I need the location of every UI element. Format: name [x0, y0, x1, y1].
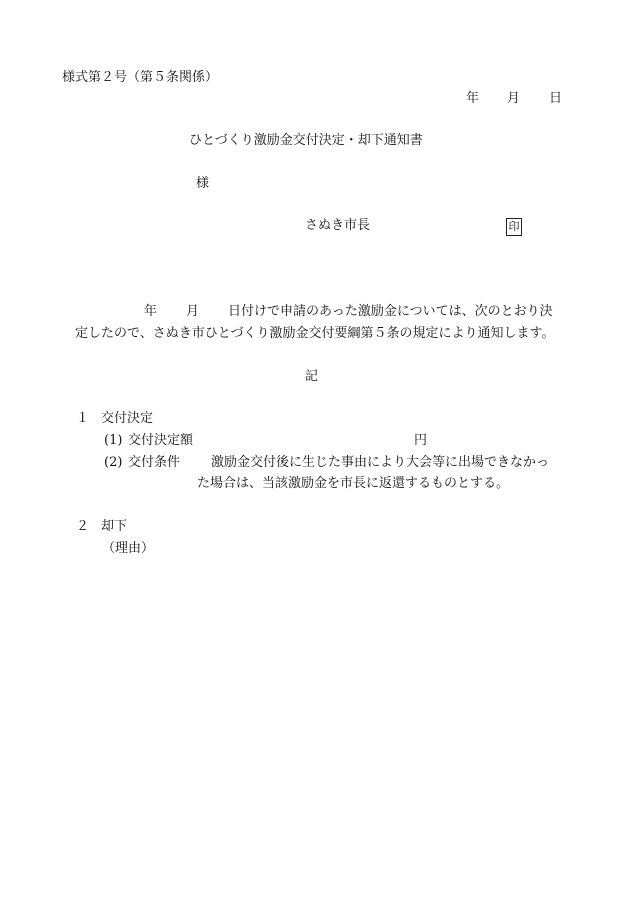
body-line2: 定したので、さぬき市ひとづくり激励金交付要綱第５条の規定により通知します。: [75, 326, 555, 341]
item1-value: 円: [414, 433, 428, 448]
item2-number: (2): [104, 455, 123, 470]
date-year: 年: [466, 91, 480, 106]
form-label: 様式第２号（第５条関係）: [62, 70, 219, 85]
item2-label: 交付条件: [128, 455, 181, 470]
body-line1: 日付けで申請のあった激励金については、次のとおり決: [228, 304, 553, 319]
item2-line2: た場合は、当該激励金を市長に返還するものとする。: [197, 476, 510, 491]
ki-marker: 記: [305, 369, 319, 384]
body-year: 年: [144, 304, 158, 319]
seal-mark: 印: [506, 218, 522, 236]
item1-number: (1): [104, 433, 123, 448]
section2-reason-label: （理由）: [102, 541, 155, 556]
section2-heading: 却下: [101, 519, 128, 534]
section2-number: ２: [76, 519, 90, 534]
issuer: さぬき市長: [305, 218, 371, 233]
date-month: 月: [507, 91, 521, 106]
section1-number: １: [76, 411, 90, 426]
item2-line1: 激励金交付後に生じた事由により大会等に出場できなかっ: [211, 455, 550, 470]
section1-heading: 交付決定: [101, 411, 154, 426]
document-title: ひとづくり激励金交付決定・却下通知書: [189, 133, 423, 148]
item1-label: 交付決定額: [128, 433, 194, 448]
body-month: 月: [186, 304, 200, 319]
date-day: 日: [549, 91, 563, 106]
addressee-suffix: 様: [196, 176, 210, 191]
